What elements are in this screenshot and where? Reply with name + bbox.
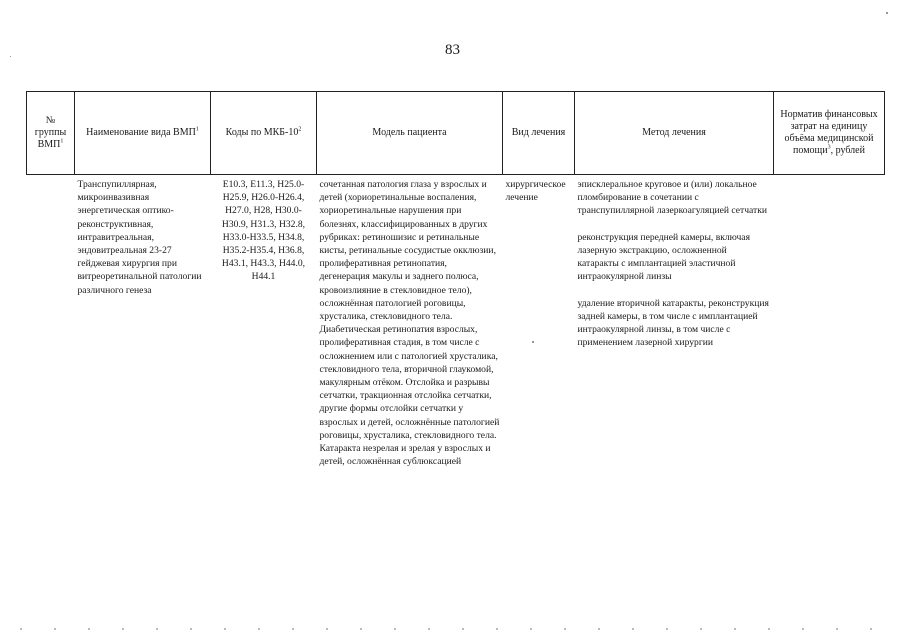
header-cost-norm-label: Норматив финансовых затрат на единицу объёма медицинской помощи xyxy=(780,109,878,156)
footnote-mark: 1 xyxy=(60,138,64,145)
header-group-number xyxy=(27,92,75,175)
header-vmp-name xyxy=(75,92,211,175)
header-treatment-type xyxy=(503,92,575,175)
header-patient-model-label: Модель пациента xyxy=(372,127,447,138)
cell-treatment-methods xyxy=(575,175,774,469)
header-cost-unit: , рублей xyxy=(830,145,865,156)
cell-group-number xyxy=(27,175,75,469)
header-group-number-label: № группы ВМП xyxy=(34,115,67,150)
table-header-row xyxy=(27,92,885,175)
cell-treatment-type: хирургическое лечение xyxy=(505,179,566,204)
scan-speck xyxy=(10,56,11,57)
cell-icd-codes: E10.3, E11.3, H25.0-H25.9, H26.0-H26.4, H27.0, H28, H30.0-H30.9, H31.3, H32.8, H33.0-H33.5, H34.8, H35.2-H35.4, H36.8, H43.1, H43.3, H44.0, H44.1 xyxy=(221,179,306,283)
header-cost-norm xyxy=(774,92,885,175)
cell-vmp-name: Транспупиллярная, микроинвазивная энергетическая оптико-реконструктивная, интравитреальная, эндовитреальная 23-27 гейджевая хирургия при витреоретинальной патологии различного генеза xyxy=(77,179,202,296)
footnote-mark: 2 xyxy=(298,126,302,133)
cell-cost-norm xyxy=(774,175,885,469)
method-item: удаление вторичной катаракты, реконструкция задней камеры, в том числе с имплантацией интраокулярной линзы, в том числе с применением лазерной хирургии xyxy=(577,297,769,349)
header-treatment-type-label: Вид лечения xyxy=(511,127,566,138)
footnote-mark: 1 xyxy=(195,126,199,133)
table-row xyxy=(27,175,885,469)
header-vmp-name-label: Наименование вида ВМП xyxy=(86,127,196,138)
method-item: реконструкция передней камеры, включая лазерную экстракцию, осложненной катаракты с имплантацией эластичной интраокулярной линзы xyxy=(577,231,750,283)
scan-edge-noise xyxy=(20,628,890,630)
method-item: эписклеральное круговое и (или) локальное пломбирование в сочетании с транспупиллярной лазеркоагуляцией сетчатки xyxy=(577,179,768,217)
header-icd-codes xyxy=(211,92,317,175)
header-patient-model xyxy=(317,92,503,175)
header-treatment-method xyxy=(575,92,774,175)
footnote-mark: 3 xyxy=(827,144,831,151)
vmp-table xyxy=(26,91,885,468)
header-treatment-method-label: Метод лечения xyxy=(642,127,706,138)
scan-speck xyxy=(886,12,888,14)
cell-patient-model: сочетанная патология глаза у взрослых и детей (хориоретинальные воспаления, хориоретинальные нарушения при болезнях, классифицированных в других рубриках: ретиношизис и ретинальные кисты, ретинальные сосудистые окклюзии, пролиферативная ретинопатия, дегенерация макулы и заднего полюса, кровоизлияние в стекловидное тело), осложнённая патологией роговицы, хрусталика, стекловидного тела. Диабетическая ретинопатия взрослых, пролиферативная стадия, в том числе с осложнением или с патологией хрусталика, стекловидного тела, вторичной глаукомой, макулярным отёком. Отслойка и разрывы сетчатки, тракционная отслойка сетчатки, другие формы отслойки сетчатки у взрослых и детей, осложнённые патологией роговицы, хрусталика, стекловидного тела. Катаракта незрелая и зрелая у взрослых и детей, осложнённая сублюксацией xyxy=(319,179,500,468)
header-icd-codes-label: Коды по МКБ-10 xyxy=(225,127,299,138)
scan-speck xyxy=(532,341,534,343)
page-number: 83 xyxy=(445,42,460,58)
